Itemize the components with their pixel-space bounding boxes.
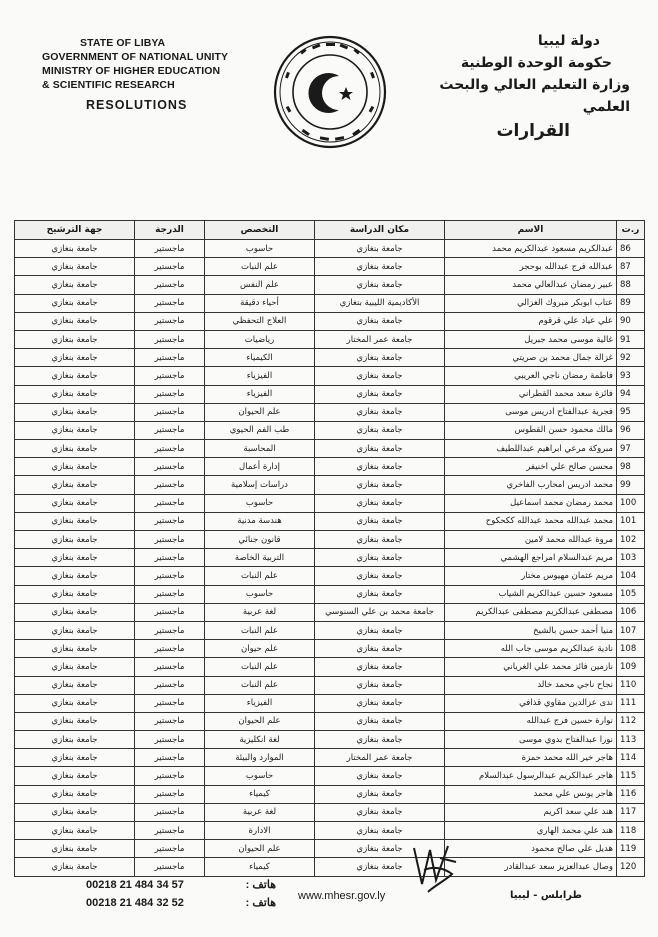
cell-place: جامعة بنغازي <box>315 403 445 421</box>
cell-name: عبدالله فرج عبدالله بوحجر <box>445 258 617 276</box>
cell-place: جامعة بنغازي <box>315 258 445 276</box>
cell-major: الكيمياء <box>205 349 315 367</box>
cell-major: حاسوب <box>205 494 315 512</box>
cell-degree: ماجستير <box>135 676 205 694</box>
cell-place: جامعة عمر المختار <box>315 330 445 348</box>
section-title-ar: القرارات <box>496 121 570 141</box>
cell-place: جامعة بنغازي <box>315 531 445 549</box>
cell-nominator: جامعة بنغازي <box>15 531 135 549</box>
cell-place: جامعة بنغازي <box>315 349 445 367</box>
cell-place: جامعة بنغازي <box>315 549 445 567</box>
cell-degree: ماجستير <box>135 421 205 439</box>
table-row <box>15 603 645 621</box>
cell-nominator: جامعة بنغازي <box>15 603 135 621</box>
cell-nominator: جامعة بنغازي <box>15 349 135 367</box>
cell-major: كيمياء <box>205 858 315 876</box>
cell-num: 107 <box>617 621 645 639</box>
cell-degree: ماجستير <box>135 276 205 294</box>
cell-degree: ماجستير <box>135 785 205 803</box>
phone-number-2: 00218 21 484 32 52 <box>86 897 184 909</box>
table-row <box>15 549 645 567</box>
cell-nominator: جامعة بنغازي <box>15 822 135 840</box>
table-row <box>15 640 645 658</box>
table-row <box>15 440 645 458</box>
cell-major: علم النبات <box>205 567 315 585</box>
state-name-ar: دولة ليبيا <box>537 33 600 49</box>
cell-major: حاسوب <box>205 240 315 258</box>
cell-major: إدارة أعمال <box>205 458 315 476</box>
table-row <box>15 822 645 840</box>
cell-num: 104 <box>617 567 645 585</box>
cell-place: جامعة بنغازي <box>315 785 445 803</box>
cell-name: علي عياد علي قرقوم <box>445 312 617 330</box>
cell-place: جامعة بنغازي <box>315 421 445 439</box>
cell-nominator: جامعة بنغازي <box>15 731 135 749</box>
cell-degree: ماجستير <box>135 658 205 676</box>
table-row <box>15 367 645 385</box>
cell-nominator: جامعة بنغازي <box>15 330 135 348</box>
cell-degree: ماجستير <box>135 603 205 621</box>
phone-label-1: هاتف : <box>245 879 276 891</box>
footer-website[interactable]: www.mhesr.gov.ly <box>298 890 386 902</box>
cell-major: دراسات إسلامية <box>205 476 315 494</box>
cell-name: محسن صالح علي اخنيفر <box>445 458 617 476</box>
cell-degree: ماجستير <box>135 512 205 530</box>
table-row <box>15 731 645 749</box>
table-row <box>15 512 645 530</box>
cell-nominator: جامعة بنغازي <box>15 840 135 858</box>
cell-num: 103 <box>617 549 645 567</box>
table-row <box>15 421 645 439</box>
cell-num: 119 <box>617 840 645 858</box>
cell-degree: ماجستير <box>135 385 205 403</box>
table-row <box>15 494 645 512</box>
table-row <box>15 330 645 348</box>
phone-row-2 <box>86 894 276 912</box>
table-row <box>15 749 645 767</box>
cell-name: فاطمة رمضان ناجي العريبي <box>445 367 617 385</box>
cell-major: علم النبات <box>205 621 315 639</box>
table-row <box>15 240 645 258</box>
table-row <box>15 658 645 676</box>
cell-nominator: جامعة بنغازي <box>15 458 135 476</box>
cell-place: الأكاديمية الليبية بنغازي <box>315 294 445 312</box>
cell-num: 106 <box>617 603 645 621</box>
phone-label-2: هاتف : <box>245 897 276 909</box>
cell-name: مسعود حسين عبدالكريم الشياب <box>445 585 617 603</box>
cell-name: نادية عبدالكريم موسى جاب الله <box>445 640 617 658</box>
table-row <box>15 476 645 494</box>
cell-major: لغة عربية <box>205 603 315 621</box>
cell-num: 115 <box>617 767 645 785</box>
header-degree: الدرجة <box>135 221 205 240</box>
cell-major: التربية الخاصة <box>205 549 315 567</box>
table-row <box>15 858 645 876</box>
cell-num: 87 <box>617 258 645 276</box>
cell-degree: ماجستير <box>135 803 205 821</box>
cell-degree: ماجستير <box>135 403 205 421</box>
cell-place: جامعة بنغازي <box>315 658 445 676</box>
ministry-line-1-en: MINISTRY OF HIGHER EDUCATION <box>42 65 221 77</box>
cell-name: ندى عزالدين مقاوي قذافي <box>445 694 617 712</box>
cell-place: جامعة بنغازي <box>315 476 445 494</box>
cell-major: الفيزياء <box>205 367 315 385</box>
cell-name: هند علي محمد الهاري <box>445 822 617 840</box>
cell-place: جامعة بنغازي <box>315 840 445 858</box>
cell-place: جامعة بنغازي <box>315 803 445 821</box>
section-title-en: RESOLUTIONS <box>86 98 188 112</box>
table-row <box>15 276 645 294</box>
cell-nominator: جامعة بنغازي <box>15 712 135 730</box>
cell-num: 112 <box>617 712 645 730</box>
cell-nominator: جامعة بنغازي <box>15 440 135 458</box>
cell-major: الفيزياء <box>205 694 315 712</box>
cell-major: هندسة مدنية <box>205 512 315 530</box>
cell-name: هند علي سعد اكريم <box>445 803 617 821</box>
cell-major: حاسوب <box>205 767 315 785</box>
cell-degree: ماجستير <box>135 749 205 767</box>
cell-nominator: جامعة بنغازي <box>15 858 135 876</box>
cell-nominator: جامعة بنغازي <box>15 476 135 494</box>
cell-num: 88 <box>617 276 645 294</box>
cell-degree: ماجستير <box>135 294 205 312</box>
cell-degree: ماجستير <box>135 712 205 730</box>
cell-num: 95 <box>617 403 645 421</box>
cell-num: 113 <box>617 731 645 749</box>
cell-num: 120 <box>617 858 645 876</box>
cell-num: 118 <box>617 822 645 840</box>
table-header-row <box>15 221 645 240</box>
cell-place: جامعة بنغازي <box>315 822 445 840</box>
cell-place: جامعة بنغازي <box>315 512 445 530</box>
cell-name: غالية موسى محمد جبريل <box>445 330 617 348</box>
cell-nominator: جامعة بنغازي <box>15 385 135 403</box>
table-row <box>15 712 645 730</box>
cell-name: محمد ادريس امحارب الفاخري <box>445 476 617 494</box>
cell-nominator: جامعة بنغازي <box>15 240 135 258</box>
cell-degree: ماجستير <box>135 822 205 840</box>
cell-nominator: جامعة بنغازي <box>15 312 135 330</box>
cell-major: علم الحيوان <box>205 712 315 730</box>
cell-num: 90 <box>617 312 645 330</box>
table-row <box>15 312 645 330</box>
table-row <box>15 349 645 367</box>
government-name-ar: حكومة الوحدة الوطنية <box>460 55 612 71</box>
phone-row-1 <box>86 876 276 894</box>
table-row <box>15 458 645 476</box>
ministry-name-ar: وزارة التعليم العالي والبحث العلمي <box>439 77 630 115</box>
cell-num: 100 <box>617 494 645 512</box>
table-row <box>15 803 645 821</box>
table-row <box>15 258 645 276</box>
cell-place: جامعة بنغازي <box>315 731 445 749</box>
cell-place: جامعة بنغازي <box>315 440 445 458</box>
cell-place: جامعة بنغازي <box>315 585 445 603</box>
cell-major: حاسوب <box>205 585 315 603</box>
cell-name: هاجر يونس علي محمد <box>445 785 617 803</box>
cell-num: 109 <box>617 658 645 676</box>
cell-nominator: جامعة بنغازي <box>15 512 135 530</box>
cell-num: 101 <box>617 512 645 530</box>
cell-major: العلاج التحفظي <box>205 312 315 330</box>
cell-nominator: جامعة بنغازي <box>15 367 135 385</box>
cell-place: جامعة بنغازي <box>315 367 445 385</box>
table-row <box>15 567 645 585</box>
table-row <box>15 585 645 603</box>
cell-name: غزالة جمال محمد بن صريتي <box>445 349 617 367</box>
cell-num: 114 <box>617 749 645 767</box>
cell-place: جامعة بنغازي <box>315 494 445 512</box>
cell-nominator: جامعة بنغازي <box>15 694 135 712</box>
cell-major: لغة عربية <box>205 803 315 821</box>
cell-major: علم النفس <box>205 276 315 294</box>
cell-place: جامعة بنغازي <box>315 240 445 258</box>
cell-nominator: جامعة بنغازي <box>15 749 135 767</box>
cell-major: علم الحيوان <box>205 840 315 858</box>
phone-number-1: 00218 21 484 34 57 <box>86 879 184 891</box>
cell-degree: ماجستير <box>135 621 205 639</box>
cell-num: 111 <box>617 694 645 712</box>
cell-nominator: جامعة بنغازي <box>15 294 135 312</box>
cell-degree: ماجستير <box>135 258 205 276</box>
cell-nominator: جامعة بنغازي <box>15 585 135 603</box>
cell-major: المحاسبة <box>205 440 315 458</box>
table-row <box>15 294 645 312</box>
cell-num: 89 <box>617 294 645 312</box>
table-row <box>15 531 645 549</box>
cell-degree: ماجستير <box>135 549 205 567</box>
cell-name: منيا أحمد حسن بالشيخ <box>445 621 617 639</box>
cell-nominator: جامعة بنغازي <box>15 767 135 785</box>
cell-place: جامعة بنغازي <box>315 276 445 294</box>
cell-major: الموارد والبيئة <box>205 749 315 767</box>
table-row <box>15 385 645 403</box>
cell-degree: ماجستير <box>135 585 205 603</box>
cell-major: الادارة <box>205 822 315 840</box>
cell-major: علم النبات <box>205 658 315 676</box>
cell-place: جامعة بنغازي <box>315 694 445 712</box>
cell-name: نوارة حسين فرج عبدالله <box>445 712 617 730</box>
cell-num: 105 <box>617 585 645 603</box>
cell-degree: ماجستير <box>135 312 205 330</box>
table-row <box>15 403 645 421</box>
state-name-en: STATE OF LIBYA <box>80 37 166 49</box>
cell-degree: ماجستير <box>135 440 205 458</box>
cell-num: 99 <box>617 476 645 494</box>
nominees-table <box>14 220 645 877</box>
footer-city: طرابلس - ليبيا <box>510 890 582 901</box>
cell-name: مريم عبدالسلام امراجع الهشمي <box>445 549 617 567</box>
cell-major: طب الفم الحيوي <box>205 421 315 439</box>
cell-place: جامعة بنغازي <box>315 621 445 639</box>
cell-major: كيمياء <box>205 785 315 803</box>
cell-name: هاجر خير الله محمد حمزة <box>445 749 617 767</box>
cell-place: جامعة بنغازي <box>315 712 445 730</box>
table-row <box>15 676 645 694</box>
cell-major: علم النبات <box>205 258 315 276</box>
cell-name: مروة عبدالله محمد لامين <box>445 531 617 549</box>
cell-name: عبدالكريم مسعود عبدالكريم محمد <box>445 240 617 258</box>
cell-num: 117 <box>617 803 645 821</box>
cell-name: هديل علي صالح محمود <box>445 840 617 858</box>
header-english <box>42 36 242 112</box>
cell-degree: ماجستير <box>135 640 205 658</box>
cell-degree: ماجستير <box>135 531 205 549</box>
table-row <box>15 840 645 858</box>
cell-nominator: جامعة بنغازي <box>15 640 135 658</box>
ministry-line-2-en: & SCIENTIFIC RESEARCH <box>42 79 175 91</box>
cell-nominator: جامعة بنغازي <box>15 549 135 567</box>
cell-num: 93 <box>617 367 645 385</box>
cell-nominator: جامعة بنغازي <box>15 421 135 439</box>
cell-degree: ماجستير <box>135 240 205 258</box>
cell-major: علم الحيوان <box>205 403 315 421</box>
cell-name: نجاح ناجي محمد خالد <box>445 676 617 694</box>
cell-name: هاجر عبدالكريم عبدالرسول عبدالسلام <box>445 767 617 785</box>
cell-major: علم حيوان <box>205 640 315 658</box>
cell-degree: ماجستير <box>135 367 205 385</box>
cell-nominator: جامعة بنغازي <box>15 785 135 803</box>
cell-place: جامعة بنغازي <box>315 385 445 403</box>
cell-major: لغة انكليزية <box>205 731 315 749</box>
cell-nominator: جامعة بنغازي <box>15 258 135 276</box>
cell-num: 110 <box>617 676 645 694</box>
table-row <box>15 694 645 712</box>
table-row <box>15 621 645 639</box>
cell-name: فائزة سعد محمد القطراني <box>445 385 617 403</box>
cell-nominator: جامعة بنغازي <box>15 658 135 676</box>
cell-name: عبير رمضان عبدالعالي محمد <box>445 276 617 294</box>
cell-degree: ماجستير <box>135 494 205 512</box>
cell-nominator: جامعة بنغازي <box>15 621 135 639</box>
cell-degree: ماجستير <box>135 349 205 367</box>
cell-num: 116 <box>617 785 645 803</box>
cell-degree: ماجستير <box>135 731 205 749</box>
cell-nominator: جامعة بنغازي <box>15 276 135 294</box>
cell-place: جامعة بنغازي <box>315 767 445 785</box>
cell-name: محمد عبدالله محمد عبدالله ككحكوح <box>445 512 617 530</box>
cell-nominator: جامعة بنغازي <box>15 676 135 694</box>
cell-place: جامعة محمد بن علي السنوسي <box>315 603 445 621</box>
cell-num: 92 <box>617 349 645 367</box>
signature-icon <box>400 840 470 900</box>
cell-name: محمد رمضان محمد اسماعيل <box>445 494 617 512</box>
cell-nominator: جامعة بنغازي <box>15 403 135 421</box>
table-row <box>15 785 645 803</box>
cell-name: مالك محمود حسن القطوس <box>445 421 617 439</box>
cell-nominator: جامعة بنغازي <box>15 803 135 821</box>
cell-place: جامعة عمر المختار <box>315 749 445 767</box>
cell-num: 96 <box>617 421 645 439</box>
cell-major: علم النبات <box>205 676 315 694</box>
cell-name: عتاب ابوبكر مبروك الغزالي <box>445 294 617 312</box>
cell-name: مصطفى عبدالكريم مصطفى عبدالكريم <box>445 603 617 621</box>
cell-degree: ماجستير <box>135 476 205 494</box>
footer-phones <box>86 876 276 912</box>
cell-degree: ماجستير <box>135 567 205 585</box>
table-body <box>15 240 645 877</box>
cell-major: أحياء دقيقة <box>205 294 315 312</box>
cell-place: جامعة بنغازي <box>315 567 445 585</box>
cell-place: جامعة بنغازي <box>315 312 445 330</box>
cell-num: 94 <box>617 385 645 403</box>
cell-num: 91 <box>617 330 645 348</box>
cell-place: جامعة بنغازي <box>315 640 445 658</box>
header-nominator: جهة الترشيح <box>15 221 135 240</box>
cell-degree: ماجستير <box>135 330 205 348</box>
cell-name: نورا عبدالفتاح بدوي موسى <box>445 731 617 749</box>
table-row <box>15 767 645 785</box>
cell-place: جامعة بنغازي <box>315 676 445 694</box>
cell-name: وصال عبدالعزيز سعد عبدالقادر <box>445 858 617 876</box>
government-name-en: GOVERNMENT OF NATIONAL UNITY <box>42 51 229 63</box>
header-major: التخصص <box>205 221 315 240</box>
cell-num: 98 <box>617 458 645 476</box>
cell-place: جامعة بنغازي <box>315 458 445 476</box>
cell-num: 86 <box>617 240 645 258</box>
cell-degree: ماجستير <box>135 840 205 858</box>
cell-major: رياضيات <box>205 330 315 348</box>
cell-num: 108 <box>617 640 645 658</box>
cell-nominator: جامعة بنغازي <box>15 567 135 585</box>
cell-num: 102 <box>617 531 645 549</box>
header-arabic <box>400 30 630 142</box>
cell-degree: ماجستير <box>135 458 205 476</box>
cell-nominator: جامعة بنغازي <box>15 494 135 512</box>
cell-degree: ماجستير <box>135 858 205 876</box>
cell-place: جامعة بنغازي <box>315 858 445 876</box>
cell-major: قانون جنائي <box>205 531 315 549</box>
cell-major: الفيزياء <box>205 385 315 403</box>
cell-name: نازمين فائز محمد علي الغرياني <box>445 658 617 676</box>
header-place: مكان الدراسة <box>315 221 445 240</box>
cell-degree: ماجستير <box>135 767 205 785</box>
cell-name: فجرية عبدالفتاح ادريس موسى <box>445 403 617 421</box>
cell-name: مريم عثمان مهيوس مختار <box>445 567 617 585</box>
cell-num: 97 <box>617 440 645 458</box>
header-num: ر.ت <box>617 221 645 240</box>
header-name: الاسم <box>445 221 617 240</box>
cell-degree: ماجستير <box>135 694 205 712</box>
cell-name: مبروكة مرعي ابراهيم عبداللطيف <box>445 440 617 458</box>
ministry-seal-icon <box>272 34 388 150</box>
